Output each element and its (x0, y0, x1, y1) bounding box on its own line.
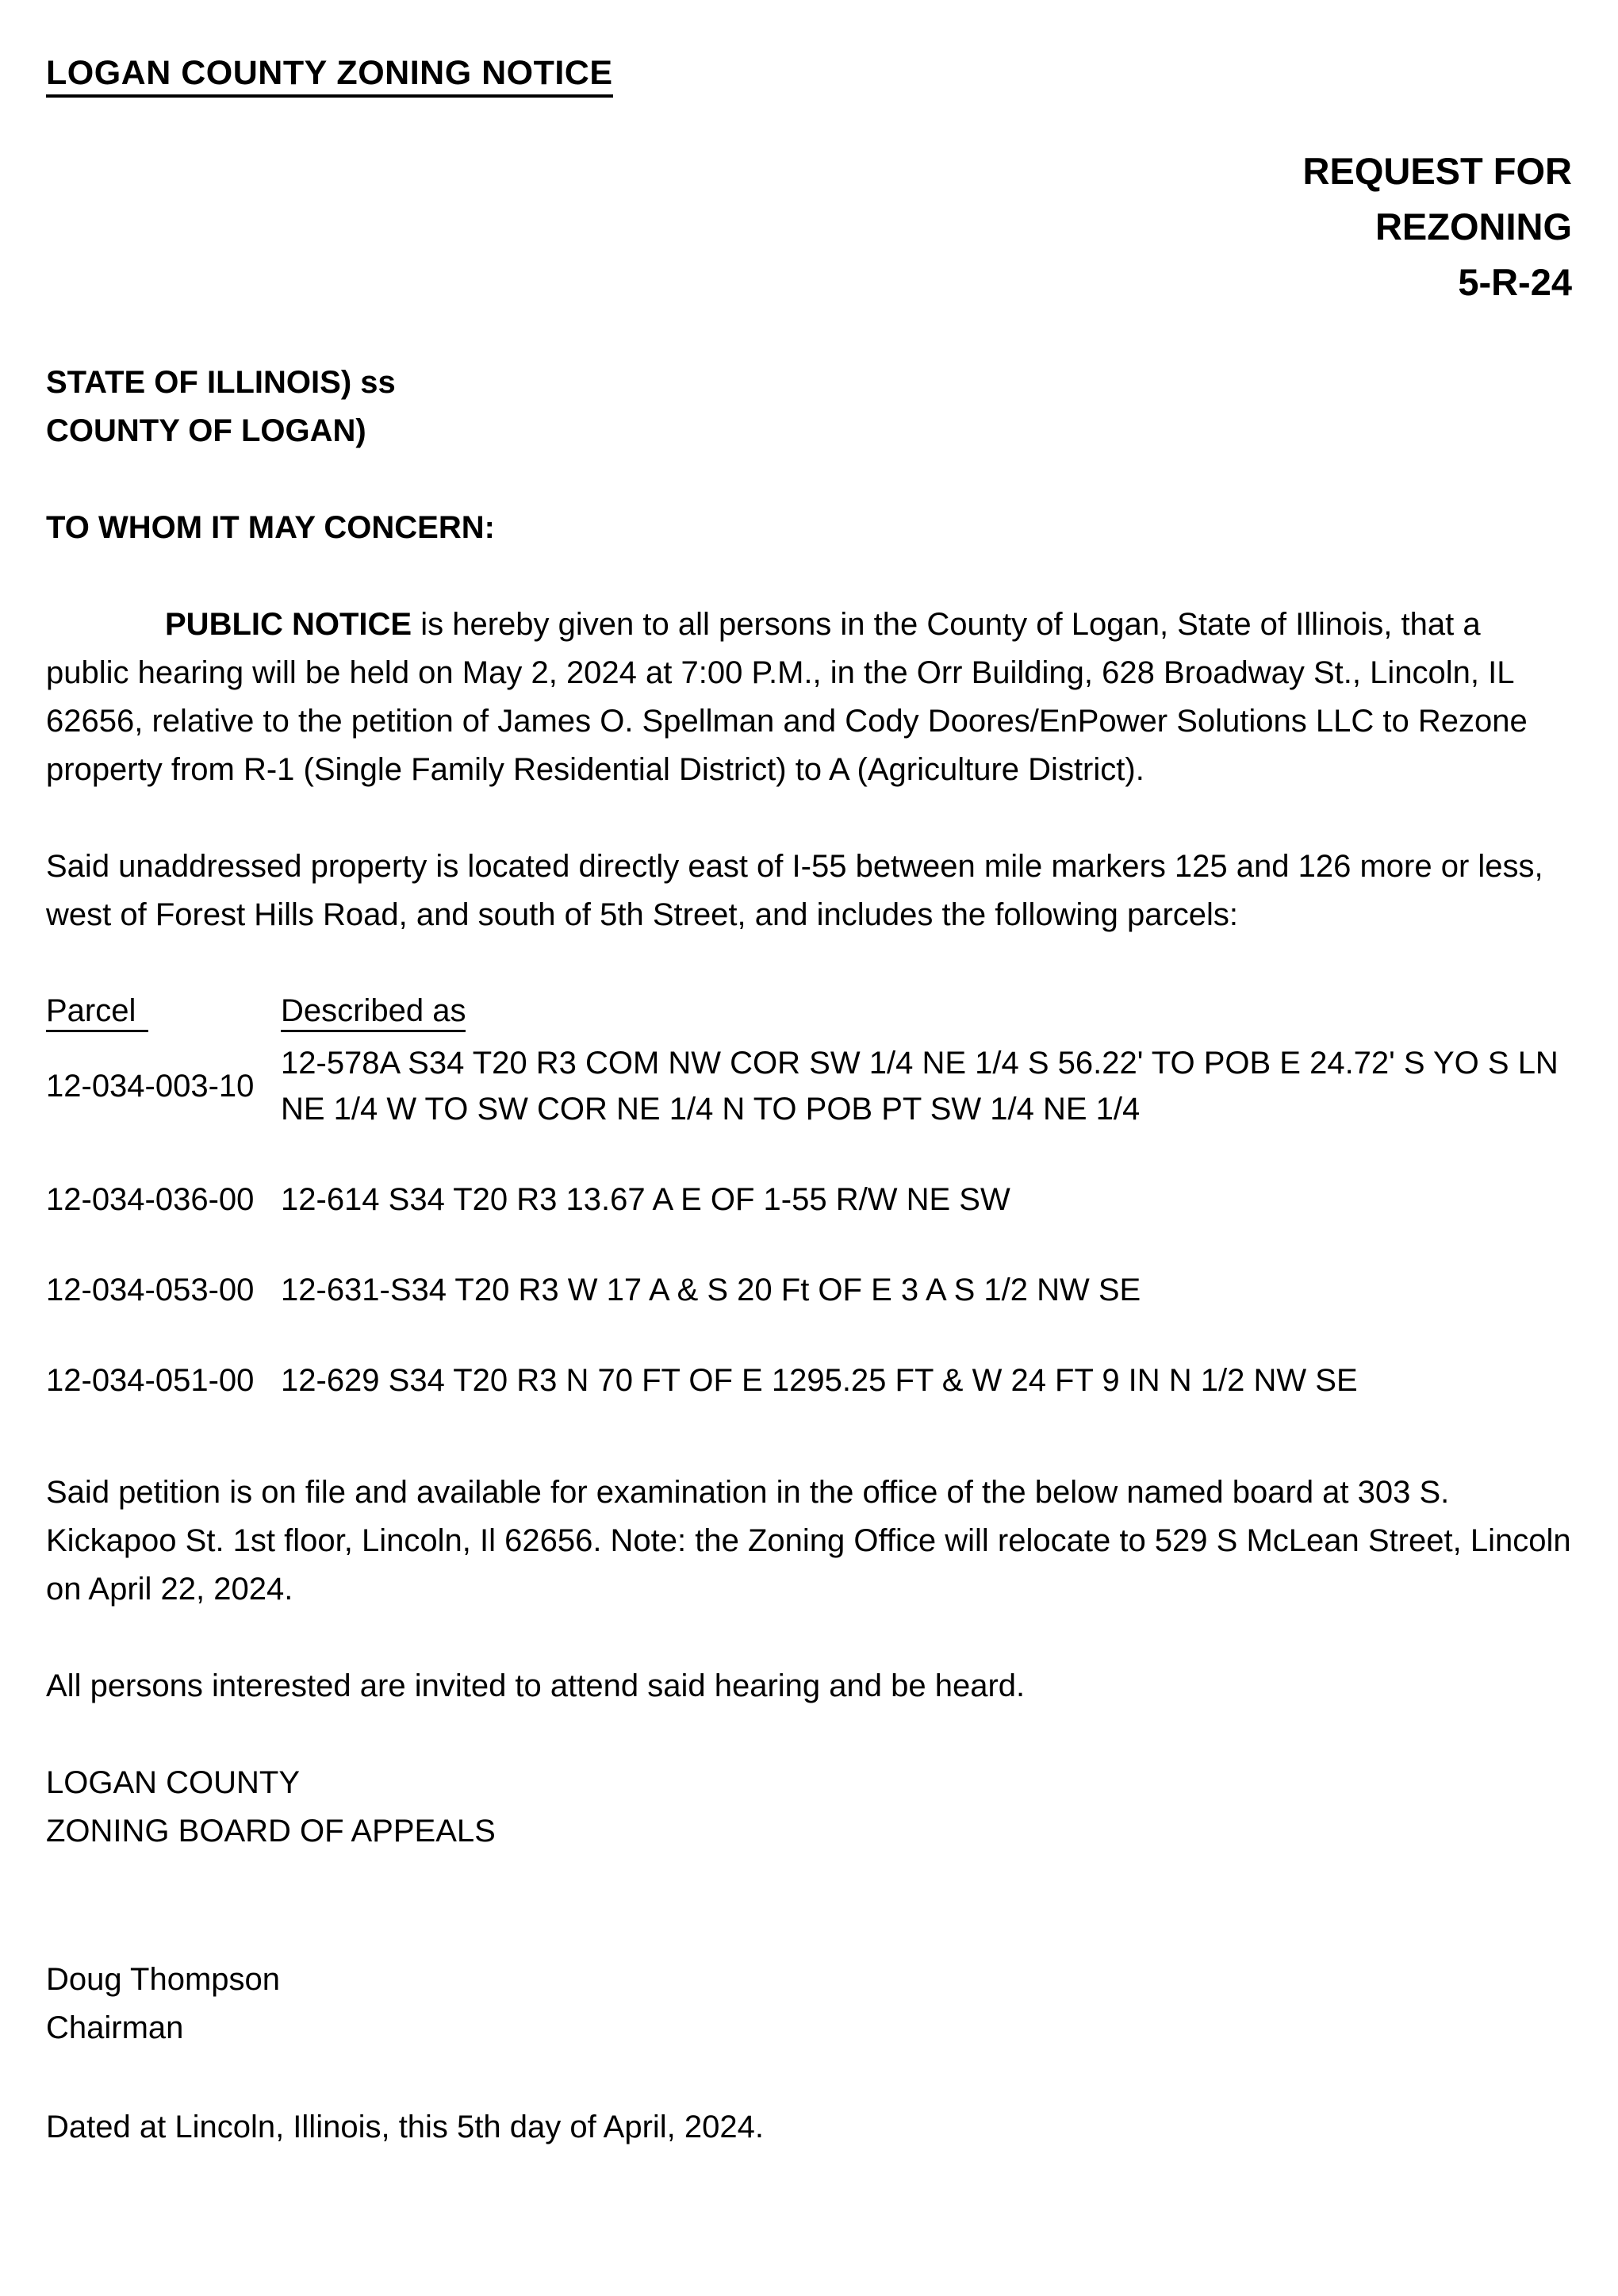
document-title (46, 54, 1572, 93)
jurat-state-line: STATE OF ILLINOIS) ss (46, 365, 396, 400)
table-row (46, 1177, 1572, 1223)
jurat-block (46, 359, 1572, 455)
document-title-text: LOGAN COUNTY ZONING NOTICE (46, 54, 613, 98)
parcel-column-header: Parcel (46, 988, 281, 1034)
jurat-county-line: COUNTY OF LOGAN) (46, 413, 366, 448)
signature-block (46, 1956, 1572, 2052)
parcel-id: 12-034-003-10 (46, 1069, 255, 1104)
location-paragraph: Said unaddressed property is located directly east of I-55 between mile markers 125 and 126 more or less, west of Forest Hills Road, and south of 5th Street, and includes the following parcels: (46, 849, 1543, 932)
signatory-title: Chairman (46, 2010, 184, 2045)
parcel-description: 12-614 S34 T20 R3 13.67 A E OF 1-55 R/W NE SW (281, 1182, 1010, 1217)
public-notice-paragraph (46, 601, 1572, 794)
parcel-description: 12-629 S34 T20 R3 N 70 FT OF E 1295.25 FT & W 24 FT 9 IN N 1/2 NW SE (281, 1363, 1358, 1398)
dated-line: Dated at Lincoln, Illinois, this 5th day of April, 2024. (46, 2110, 764, 2144)
table-row (46, 1357, 1572, 1403)
board-name-line-2: ZONING BOARD OF APPEALS (46, 1814, 496, 1849)
parcel-id: 12-034-053-00 (46, 1273, 255, 1307)
board-name-line-1: LOGAN COUNTY (46, 1765, 301, 1800)
parcel-id: 12-034-051-00 (46, 1363, 255, 1398)
request-header (46, 144, 1572, 310)
case-number: 5-R-24 (1458, 261, 1572, 303)
request-header-line-1: REQUEST FOR (1302, 150, 1572, 192)
public-notice-body: is hereby given to all persons in the County of Logan, State of Illinois, that a public hearing will be held on May 2, 2024 at 7:00 P.M., in the Orr Building, 628 Broadway St., Lincoln, IL 62656, relative to the petition of James O. Spellman and Cody Doores/EnPower Solutions LLC to Rezone property from R-1 (Single Family Residential District) to A (Agriculture District). (46, 607, 1528, 787)
salutation: TO WHOM IT MAY CONCERN: (46, 510, 495, 545)
parcel-description: 12-578A S34 T20 R3 COM NW COR SW 1/4 NE 1/4 S 56.22' TO POB E 24.72' S YO S LN NE 1/4 W TO SW COR NE 1/4 N TO POB PT SW 1/4 NE 1/4 (281, 1046, 1559, 1127)
invitation-paragraph: All persons interested are invited to attend said hearing and be heard. (46, 1668, 1026, 1703)
request-header-line-2: REZONING (1375, 205, 1572, 248)
signatory-name: Doug Thompson (46, 1962, 280, 1997)
issuing-board-block (46, 1759, 1572, 1856)
parcels-table-header (46, 988, 1572, 1034)
petition-paragraph: Said petition is on file and available for examination in the office of the below named board at 303 S. Kickapoo St. 1st floor, Lincoln, Il 62656. Note: the Zoning Office will relocate to 529 S McLean Street, Lincoln on April 22, 2024. (46, 1475, 1571, 1607)
parcel-id: 12-034-036-00 (46, 1182, 255, 1217)
public-notice-lead: PUBLIC NOTICE (165, 607, 412, 642)
description-column-header: Described as (281, 988, 1572, 1034)
table-row (46, 1040, 1572, 1132)
parcel-description: 12-631-S34 T20 R3 W 17 A & S 20 Ft OF E 3 A S 1/2 NW SE (281, 1273, 1141, 1307)
table-row (46, 1267, 1572, 1313)
